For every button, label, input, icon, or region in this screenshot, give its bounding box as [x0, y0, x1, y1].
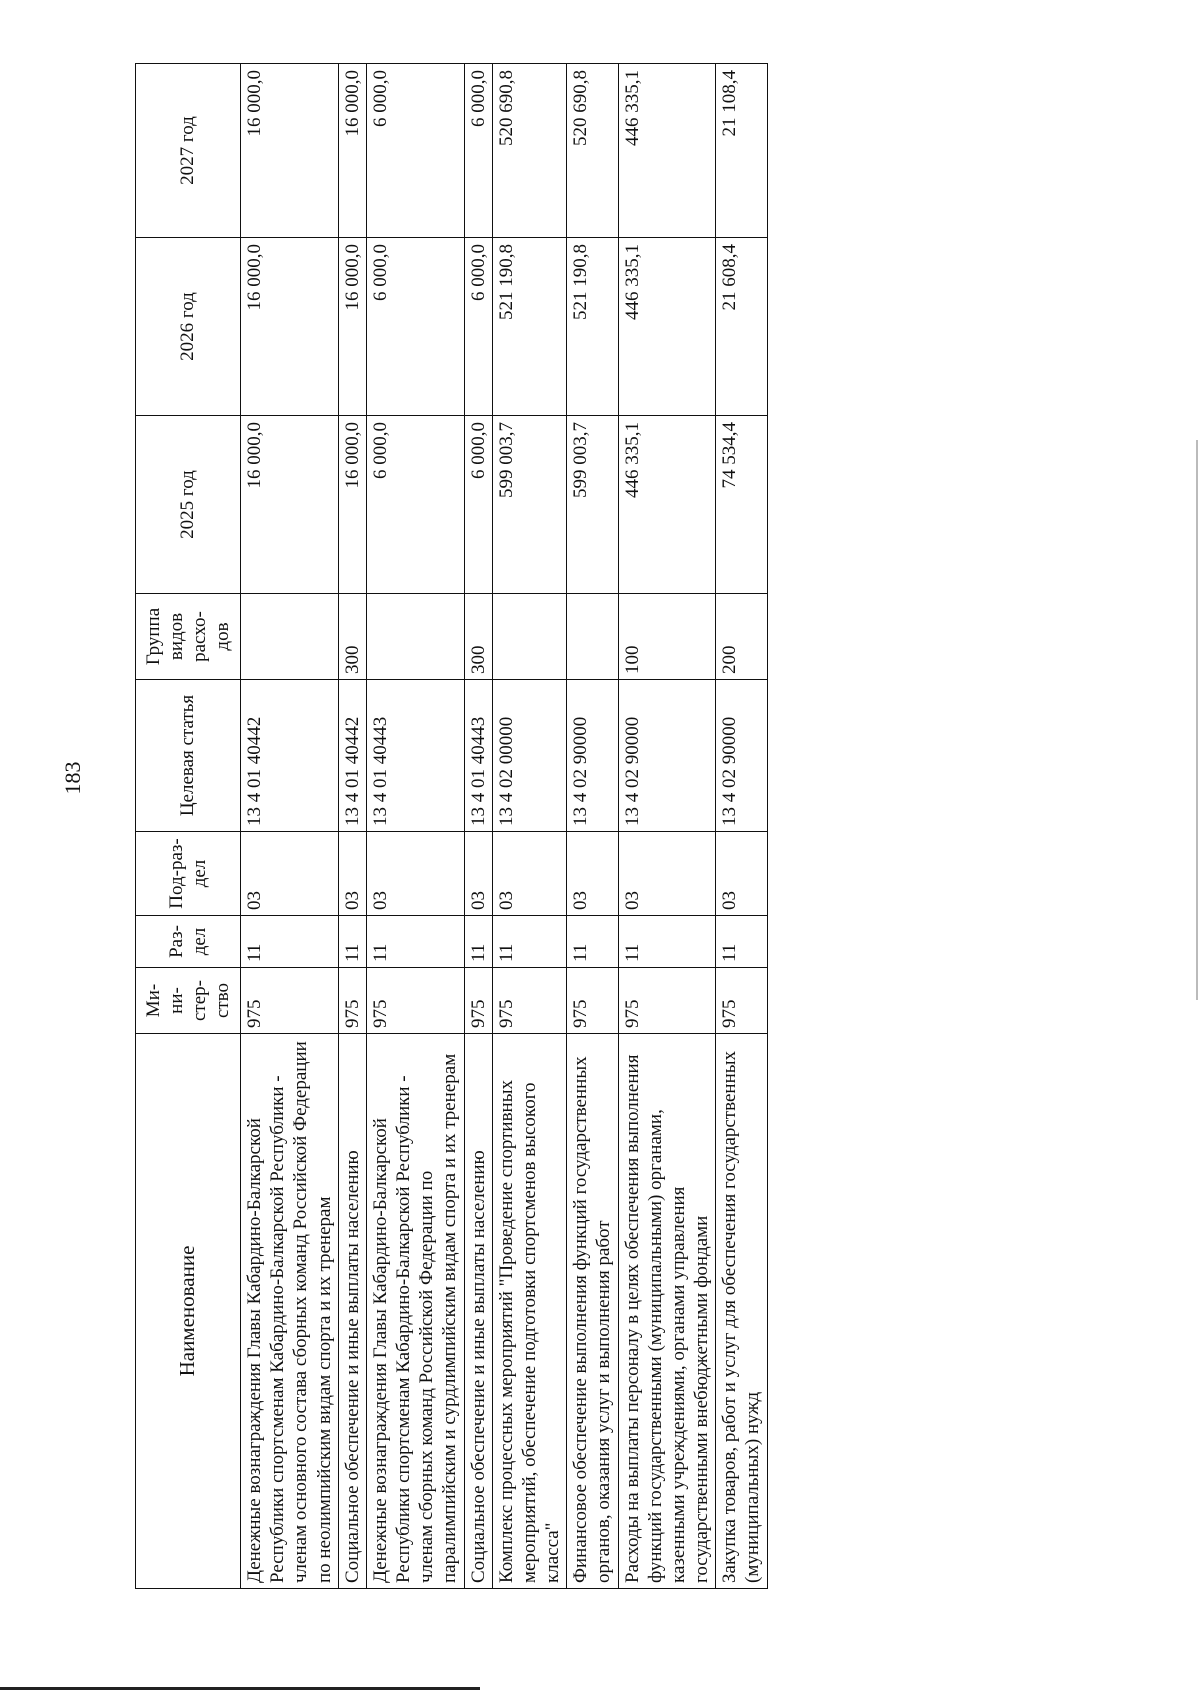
- table-row: [241, 64, 339, 1589]
- row-ministry: 975: [618, 968, 716, 1034]
- row-amount-2026: 446 335,1: [618, 238, 716, 416]
- row-subsection: 03: [567, 832, 618, 916]
- scan-edge-line: [0, 1687, 480, 1690]
- page-number: 183: [60, 761, 85, 795]
- row-target-article: 13 4 01 40442: [338, 680, 366, 832]
- row-ministry: 975: [241, 968, 339, 1034]
- row-amount-2025: 446 335,1: [618, 416, 716, 594]
- header-ministry: Ми-ни-стер-ство: [136, 968, 241, 1034]
- row-subsection: 03: [492, 832, 567, 916]
- row-subsection: 03: [464, 832, 492, 916]
- row-amount-2025: 74 534,4: [716, 416, 767, 594]
- row-subsection: 03: [366, 832, 464, 916]
- row-ministry: 975: [492, 968, 567, 1034]
- row-amount-2026: 6 000,0: [464, 238, 492, 416]
- header-expense-group: Группа видов расхо-дов: [136, 594, 241, 680]
- row-amount-2025: 6 000,0: [464, 416, 492, 594]
- row-section: 11: [716, 916, 767, 968]
- table-header-row: [136, 64, 241, 1589]
- row-name: Комплекс процессных мероприятий "Проведение спортивных мероприятий, обеспечение подготовки спортсменов высокого класса": [492, 1034, 567, 1589]
- row-amount-2026: 6 000,0: [366, 238, 464, 416]
- row-section: 11: [366, 916, 464, 968]
- table-row: [464, 64, 492, 1589]
- row-amount-2026: 16 000,0: [338, 238, 366, 416]
- row-target-article: 13 4 02 90000: [567, 680, 618, 832]
- row-section: 11: [492, 916, 567, 968]
- row-ministry: 975: [716, 968, 767, 1034]
- row-expense-group: 200: [716, 594, 767, 680]
- row-name: Денежные вознаграждения Главы Кабардино-Балкарской Республики спортсменам Кабардино-Балкарской Республики - членам основного состава сборных команд Российской Федерации по неолимпийским видам спорта и их тренерам: [241, 1034, 339, 1589]
- row-amount-2027: 16 000,0: [338, 64, 366, 238]
- row-expense-group: [241, 594, 339, 680]
- row-amount-2027: 520 690,8: [567, 64, 618, 238]
- row-ministry: 975: [567, 968, 618, 1034]
- row-name: Расходы на выплаты персоналу в целях обеспечения выполнения функций государственными (муниципальными) органами, казенными учреждениями, органами управления государственными внебюджетными фондами: [618, 1034, 716, 1589]
- row-amount-2026: 21 608,4: [716, 238, 767, 416]
- header-year-2027: 2027 год: [136, 64, 241, 238]
- row-expense-group: 300: [464, 594, 492, 680]
- budget-table-rotated: [135, 64, 1035, 1589]
- scan-edge-line: [1196, 440, 1198, 1000]
- row-amount-2027: 446 335,1: [618, 64, 716, 238]
- row-ministry: 975: [338, 968, 366, 1034]
- row-target-article: 13 4 01 40443: [464, 680, 492, 832]
- row-amount-2026: 16 000,0: [241, 238, 339, 416]
- row-expense-group: 300: [338, 594, 366, 680]
- row-target-article: 13 4 02 90000: [618, 680, 716, 832]
- row-name: Закупка товаров, работ и услуг для обеспечения государственных (муниципальных) нужд: [716, 1034, 767, 1589]
- row-expense-group: 100: [618, 594, 716, 680]
- row-amount-2025: 6 000,0: [366, 416, 464, 594]
- row-amount-2025: 599 003,7: [567, 416, 618, 594]
- row-expense-group: [567, 594, 618, 680]
- header-year-2026: 2026 год: [136, 238, 241, 416]
- row-amount-2026: 521 190,8: [492, 238, 567, 416]
- header-name: Наименование: [136, 1034, 241, 1589]
- row-ministry: 975: [366, 968, 464, 1034]
- row-amount-2025: 599 003,7: [492, 416, 567, 594]
- row-amount-2027: 6 000,0: [366, 64, 464, 238]
- header-section: Раз-дел: [136, 916, 241, 968]
- header-subsection: Под-раз-дел: [136, 832, 241, 916]
- row-name: Социальное обеспечение и иные выплаты населению: [338, 1034, 366, 1589]
- row-subsection: 03: [618, 832, 716, 916]
- row-subsection: 03: [716, 832, 767, 916]
- table-row: [338, 64, 366, 1589]
- row-target-article: 13 4 02 90000: [716, 680, 767, 832]
- row-amount-2027: 6 000,0: [464, 64, 492, 238]
- row-amount-2027: 16 000,0: [241, 64, 339, 238]
- row-section: 11: [338, 916, 366, 968]
- table-row: [567, 64, 618, 1589]
- row-subsection: 03: [338, 832, 366, 916]
- header-year-2025: 2025 год: [136, 416, 241, 594]
- row-section: 11: [241, 916, 339, 968]
- row-target-article: 13 4 01 40443: [366, 680, 464, 832]
- row-name: Денежные вознаграждения Главы Кабардино-Балкарской Республики спортсменам Кабардино-Балкарской Республики - членам сборных команд Российской Федерации по паралимпийским и сурдлимпийским видам спорта и их тренерам: [366, 1034, 464, 1589]
- row-amount-2026: 521 190,8: [567, 238, 618, 416]
- row-section: 11: [618, 916, 716, 968]
- row-section: 11: [567, 916, 618, 968]
- row-name: Финансовое обеспечение выполнения функций государственных органов, оказания услуг и выполнения работ: [567, 1034, 618, 1589]
- table-row: [492, 64, 567, 1589]
- row-expense-group: [366, 594, 464, 680]
- row-amount-2025: 16 000,0: [241, 416, 339, 594]
- row-target-article: 13 4 02 00000: [492, 680, 567, 832]
- table-row: [366, 64, 464, 1589]
- row-target-article: 13 4 01 40442: [241, 680, 339, 832]
- row-amount-2027: 21 108,4: [716, 64, 767, 238]
- row-expense-group: [492, 594, 567, 680]
- table-row: [716, 64, 767, 1589]
- budget-table: [135, 63, 768, 1589]
- row-section: 11: [464, 916, 492, 968]
- row-amount-2027: 520 690,8: [492, 64, 567, 238]
- header-target-article: Целевая статья: [136, 680, 241, 832]
- row-amount-2025: 16 000,0: [338, 416, 366, 594]
- row-subsection: 03: [241, 832, 339, 916]
- row-name: Социальное обеспечение и иные выплаты населению: [464, 1034, 492, 1589]
- row-ministry: 975: [464, 968, 492, 1034]
- table-row: [618, 64, 716, 1589]
